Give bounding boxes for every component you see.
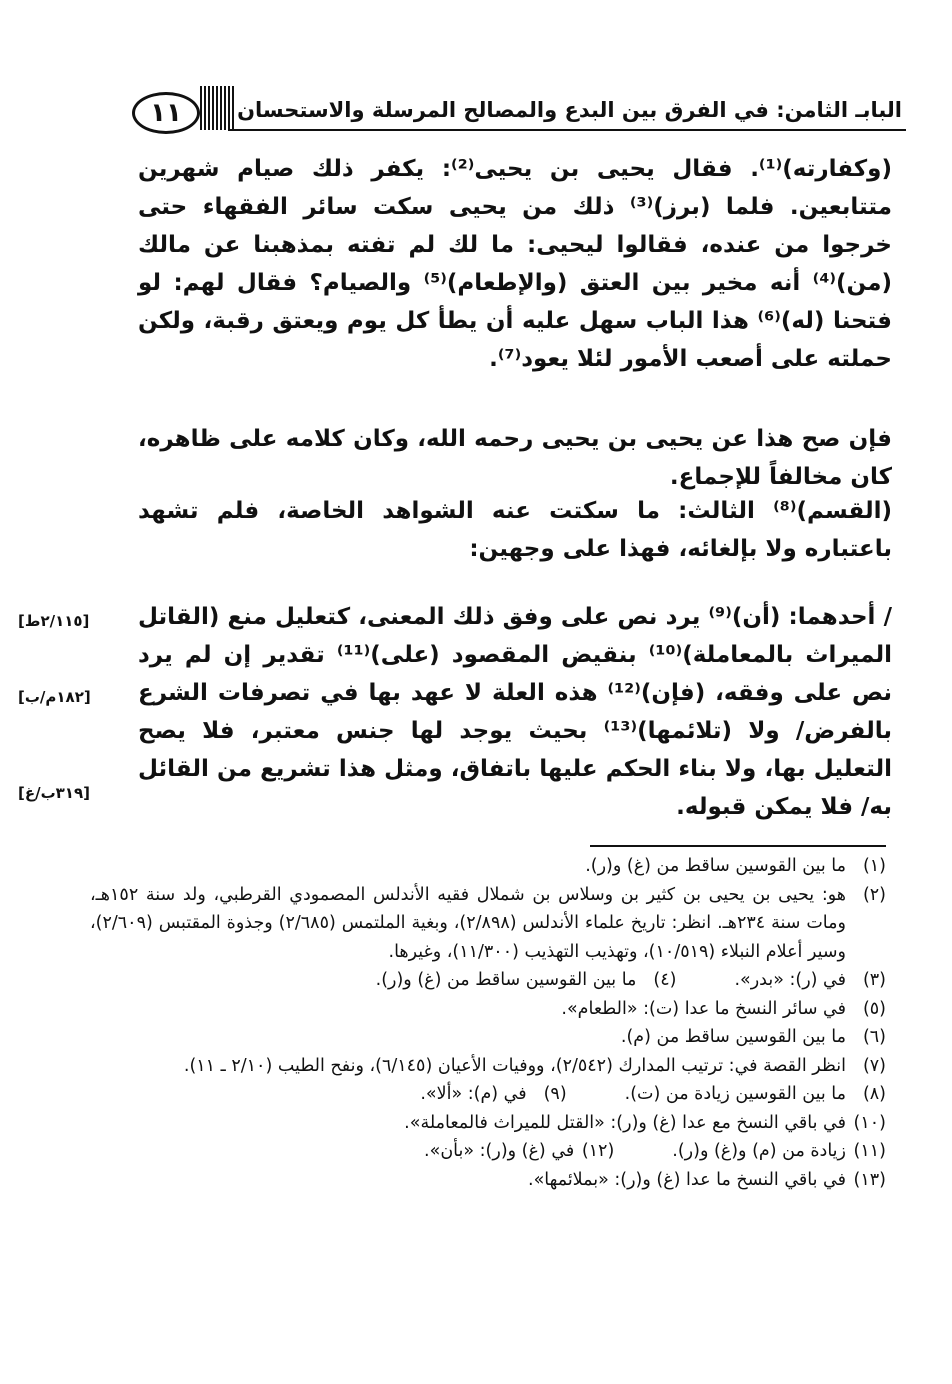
body-paragraph <box>138 150 892 378</box>
footnote <box>90 852 886 881</box>
footnote-text: ما بين القوسين زيادة من (ت). <box>624 1084 846 1104</box>
page-number-badge <box>130 86 238 134</box>
footnote <box>90 1109 886 1138</box>
footnote <box>672 1137 886 1166</box>
footnote-number: (٨) <box>862 1084 886 1104</box>
footnote-text: ما بين القوسين ساقط من (غ) و(ر). <box>585 856 846 876</box>
header-ornament <box>200 86 236 130</box>
footnote <box>376 966 677 995</box>
footnote <box>420 1080 566 1109</box>
footnote-text: هو: يحيى بن يحيى بن كثير بن وسلاس بن شملال فقيه الأندلس المصمودي القرطبي، ولد سنة ١٥٢هـ، ومات سنة ٢٣٤هـ. انظر: تاريخ علماء الأندلس (٢/٨٩٨)، وبغية الملتمس (٢/٦٨٥) وجذوة المقتبس (٢/٦٠٩)، وسير أعلام النبلاء (١٠/٥١٩)، وتهذيب التهذيب (١١/٣٠٠)، وغيرها. <box>90 884 846 962</box>
margin-note: [٢/١١٥ط] <box>18 612 90 630</box>
paragraph-text: / أحدهما: (أن)⁽⁹⁾ يرد نص على وفق ذلك المعنى، كتعليل منع (القاتل الميراث بالمعاملة)⁽¹⁰⁾ بنقيض المقصود (على)⁽¹¹⁾ تقدير إن لم يرد نص على وفقه، (فإن)⁽¹²⁾ هذه العلة لا عهد بها في تصرفات الشرع بالفرض/ ولا (تلائمها)⁽¹³⁾ بحيث يوجد لها جنس معتبر، فلا يصح التعليل بها، ولا بناء الحكم عليها باتفاق، ومثل هذا تشريع من القائل به/ فلا يمكن قبوله. <box>138 604 892 820</box>
paragraph-text: (وكفارته)⁽¹⁾. فقال يحيى بن يحيى⁽²⁾: يكفر ذلك صيام شهرين متتابعين. فلما (برز)⁽³⁾ ذلك من يحيى سكت سائر الفقهاء حتى خرجوا من عنده، فقالوا ليحيى: ما لك لم تفته بمذهبنا عن مالك (من)⁽⁴⁾ أنه مخير بين العتق (والإطعام)⁽⁵⁾ والصيام؟ فقال لهم: لو فتحنا (له)⁽⁶⁾ هذا الباب سهل عليه أن يطأ كل يوم ويعتق رقبة، ولكن حملته على أصعب الأمور لئلا يعود⁽⁷⁾. <box>138 156 892 372</box>
page-number: ١١ <box>150 98 182 128</box>
footnote <box>90 1166 886 1195</box>
footnote-row <box>90 1137 886 1166</box>
footnote-number: (١١) <box>853 1141 886 1161</box>
margin-note: [٣١٩ب/غ] <box>18 784 90 802</box>
footnote-text: في (م): «ألا». <box>420 1084 527 1104</box>
footnote-number: (١) <box>862 856 886 876</box>
footnote-number: (٣) <box>862 970 886 990</box>
footnote-number: (٤) <box>653 970 677 990</box>
footnote-number: (٧) <box>862 1055 886 1076</box>
footnote-text: في (غ) و(ر): «بأن». <box>424 1141 575 1161</box>
footnote <box>90 1052 886 1081</box>
body-paragraph <box>138 492 892 568</box>
footnote-number: (٩) <box>543 1084 567 1104</box>
footnote-row <box>90 1080 886 1109</box>
footnote-text: في باقي النسخ مع عدا (غ) و(ر): «القتل للميراث فالمعاملة». <box>404 1112 846 1133</box>
running-header-title: البابـ الثامن: في الفرق بين البدع والمصالح المرسلة والاستحسان <box>237 98 902 122</box>
footnote-text: في باقي النسخ ما عدا (غ) و(ر): «بملائمها». <box>528 1169 846 1190</box>
footnote <box>90 995 886 1024</box>
footnotes <box>90 852 886 1194</box>
footnote-text: في (ر): «بدر». <box>734 970 846 990</box>
footnote-number: (٦) <box>862 1027 886 1047</box>
footnote-separator <box>590 845 886 847</box>
footnote-text: انظر القصة في: ترتيب المدارك (٢/٥٤٢)، ووفيات الأعيان (٦/١٤٥)، ونفح الطيب (٢/١٠ ـ ١١). <box>183 1055 846 1076</box>
footnote-number: (١٣) <box>853 1169 886 1190</box>
footnote <box>90 1023 886 1052</box>
paragraph-text: فإن صح هذا عن يحيى بن يحيى رحمه الله، وكان كلامه على ظاهره، كان مخالفاً للإجماع. <box>138 426 892 490</box>
footnote-row <box>90 966 886 995</box>
body-paragraph <box>138 598 892 826</box>
footnote-number: (١٠) <box>853 1112 886 1133</box>
footnote <box>424 1137 614 1166</box>
footnote-number: (٢) <box>862 884 886 905</box>
footnote-text: في سائر النسخ ما عدا (ت): «الطعام». <box>561 998 846 1019</box>
footnote <box>625 1080 886 1109</box>
header-rule <box>228 129 906 131</box>
footnote-number: (١٢) <box>581 1141 615 1161</box>
footnote-text: زيادة من (م) و(غ) و(ر). <box>672 1141 846 1161</box>
body-paragraph <box>138 420 892 496</box>
footnote-text: ما بين القوسين ساقط من (غ) و(ر). <box>375 970 637 990</box>
footnote-text: ما بين القوسين ساقط من (م). <box>620 1027 846 1047</box>
footnote <box>734 966 886 995</box>
paragraph-text: (القسم)⁽⁸⁾ الثالث: ما سكتت عنه الشواهد الخاصة، فلم تشهد باعتباره ولا بإلغائه، فهذا على وجهين: <box>138 498 892 562</box>
margin-note: [١٨٢م/ب] <box>18 688 91 706</box>
footnote-number: (٥) <box>862 998 886 1019</box>
footnote <box>90 881 886 967</box>
